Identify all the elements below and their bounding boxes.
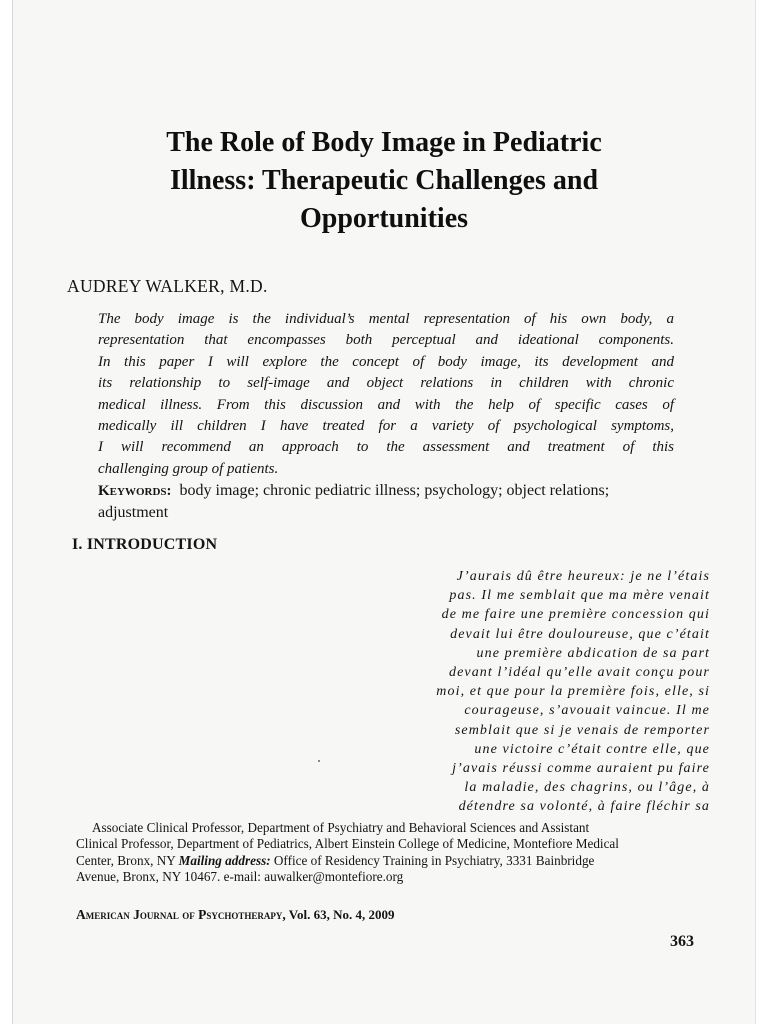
abstract-line: its relationship to self-image and object relations in children with chronic — [98, 375, 674, 392]
footnote-text: Center, Bronx, NY — [76, 852, 176, 868]
title-line: The Role of Body Image in Pediatric — [166, 127, 602, 158]
author-name: AUDREY WALKER, M.D. — [67, 276, 268, 296]
footnote-line: Associate Clinical Professor, Department of Psychiatry and Behavioral Sciences and Assistant — [92, 820, 590, 835]
title-line: Opportunities — [299, 203, 469, 234]
epigraph-line: de me faire une première concession qui — [441, 607, 710, 623]
journal-citation — [76, 907, 394, 923]
abstract-line: challenging group of patients. — [98, 460, 279, 477]
article-title — [0, 124, 768, 238]
keywords-text: body image; chronic pediatric illness; psychology; object relations; adjustment — [98, 482, 610, 521]
epigraph-line: moi, et que pour la première fois, elle, si — [436, 684, 710, 700]
footnote-line — [76, 853, 708, 869]
mailing-address-label: Mailing address: — [178, 852, 271, 868]
footnote-line: Clinical Professor, Department of Pediatrics, Albert Einstein College of Medicine, Montefiore Medical — [76, 836, 619, 852]
journal-name: American Journal of Psychotherapy, — [76, 907, 286, 922]
epigraph — [360, 567, 710, 817]
epigraph-line: devant l’idéal qu’elle avait conçu pour — [448, 665, 710, 681]
abstract — [98, 309, 674, 480]
scan-speck — [318, 760, 320, 762]
footnote-line: Avenue, Bronx, NY 10467. e-mail: auwalker@montefiore.org — [76, 869, 404, 885]
epigraph-line: semblait que si je venais de remporter — [454, 722, 710, 738]
epigraph-line: j’avais réussi comme auraient pu faire — [452, 761, 710, 777]
abstract-line: medically ill children I have treated for a variety of psychological symptoms, — [98, 418, 674, 435]
section-heading: I. INTRODUCTION — [72, 536, 218, 553]
journal-details: Vol. 63, No. 4, 2009 — [288, 907, 395, 922]
abstract-line: representation that encompasses both perceptual and ideational components. — [98, 332, 674, 349]
epigraph-line: détendre sa volonté, à faire fléchir sa — [458, 799, 710, 815]
epigraph-line: devait lui être douloureuse, que c’était — [450, 626, 710, 642]
abstract-line: The body image is the individual’s mental representation of his own body, a — [98, 311, 674, 327]
abstract-line: I will recommend an approach to the assessment and treatment of this — [98, 439, 674, 456]
title-line: Illness: Therapeutic Challenges and — [169, 165, 599, 196]
epigraph-line: la maladie, des chagrins, ou l’âge, à — [464, 780, 710, 796]
page-number: 363 — [670, 933, 694, 950]
epigraph-line: pas. Il me semblait que ma mère venait — [449, 588, 710, 604]
abstract-line: In this paper I will explore the concept of body image, its development and — [98, 353, 674, 370]
epigraph-line: J’aurais dû être heureux: je ne l’étais — [456, 569, 710, 584]
abstract-line: medical illness. From this discussion and with the help of specific cases of — [98, 396, 674, 413]
footnote-text: Office of Residency Training in Psychiatry, 3331 Bainbridge — [273, 852, 595, 868]
epigraph-line: une victoire c’était contre elle, que — [474, 741, 710, 757]
keywords — [98, 480, 678, 524]
epigraph-line: courageuse, s’avouait vaincue. Il me — [464, 703, 710, 719]
keywords-label: Keywords: — [98, 483, 172, 499]
epigraph-line: une première abdication de sa part — [476, 645, 710, 661]
author-footnote — [76, 820, 708, 886]
